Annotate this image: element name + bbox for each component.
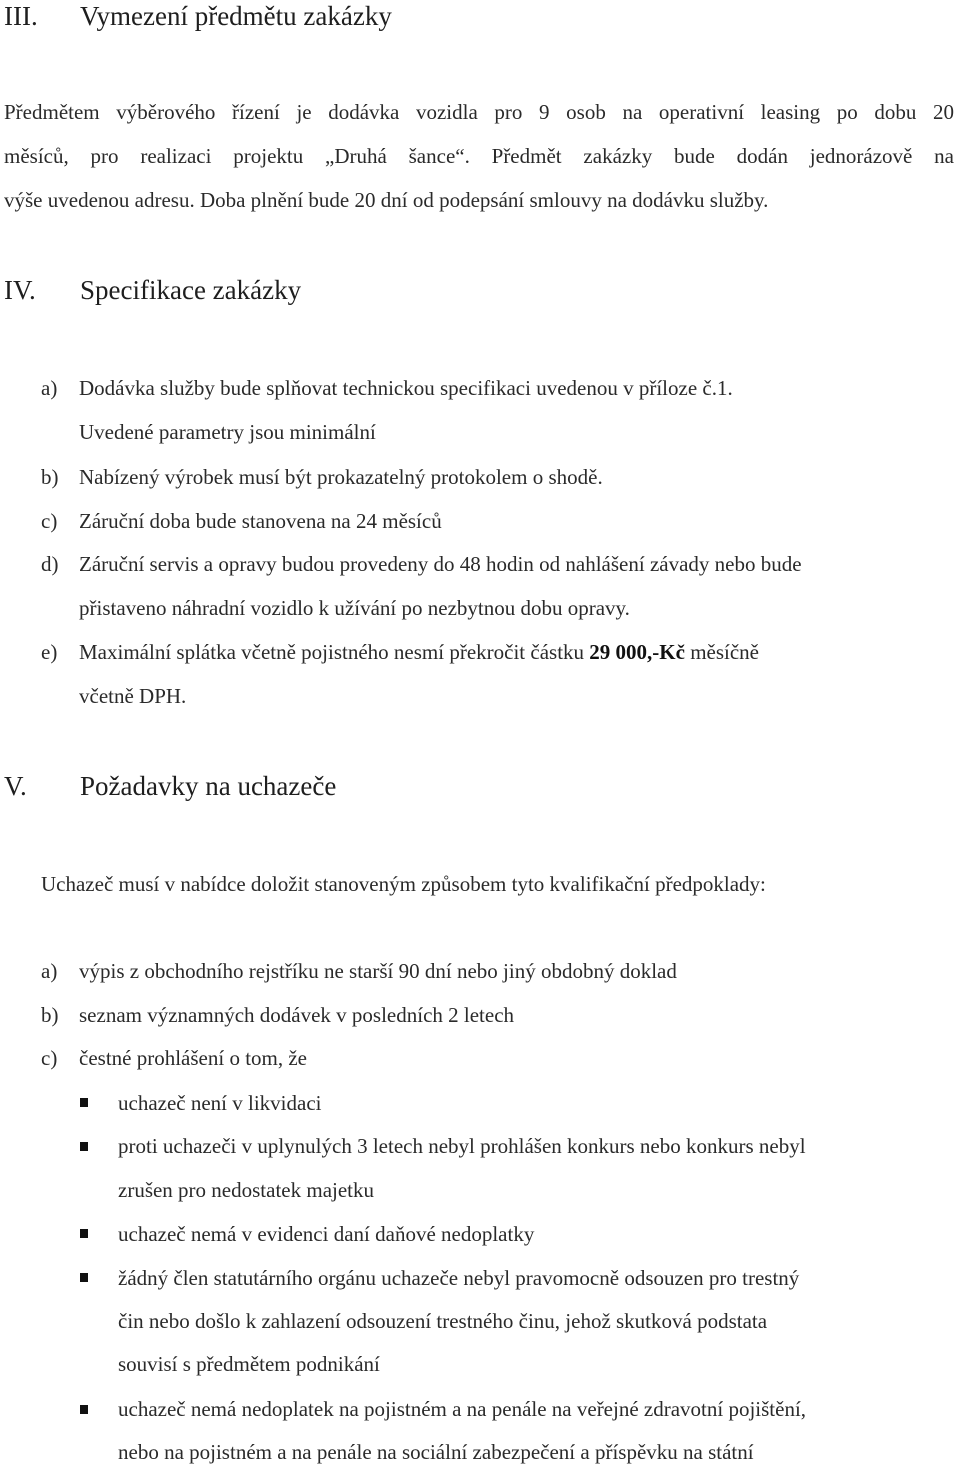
list-item-text: Záruční servis a opravy budou provedeny do 48 hodin od nahlášení závady nebo bude — [79, 552, 802, 576]
list-marker: a) — [41, 959, 58, 983]
section-3-heading — [4, 0, 392, 32]
paragraph-line: Předmětem výběrového řízení je dodávka vozidla pro 9 osob na operativní leasing po dobu 20 — [4, 100, 954, 124]
section-4-heading — [4, 274, 301, 306]
list-marker: d) — [41, 552, 59, 576]
list-marker: e) — [41, 640, 58, 664]
bullet-text-continuation: souvisí s předmětem podnikání — [118, 1352, 380, 1376]
square-bullet-icon — [80, 1273, 88, 1282]
section-4-number: IV. — [4, 275, 36, 305]
bullet-text: uchazeč nemá nedoplatek na pojistném a na penále na veřejné zdravotní pojištění, — [118, 1397, 807, 1421]
list-item-text: Záruční doba bude stanovena na 24 měsíců — [79, 509, 442, 533]
section-5-intro: Uchazeč musí v nabídce doložit stanoveným způsobem tyto kvalifikační předpoklady: — [41, 872, 766, 896]
section-5-heading — [4, 770, 336, 802]
list-marker: c) — [41, 1046, 58, 1070]
list-item-text: výpis z obchodního rejstříku ne starší 90 dní nebo jiný obdobný doklad — [79, 959, 677, 983]
square-bullet-icon — [80, 1229, 88, 1238]
list-item-text — [79, 630, 759, 674]
section-3-number: III. — [4, 1, 38, 31]
bullet-text-continuation: čin nebo došlo k zahlazení odsouzení trestného činu, jehož skutková podstata — [118, 1309, 768, 1333]
list-marker: a) — [41, 376, 58, 400]
bullet-text: uchazeč není v likvidaci — [118, 1091, 322, 1115]
section-4-title: Specifikace zakázky — [80, 275, 302, 305]
bullet-text: proti uchazeči v uplynulých 3 letech nebyl prohlášen konkurs nebo konkurs nebyl — [118, 1134, 806, 1158]
amount-bold: 29 000,-Kč — [589, 640, 685, 664]
list-item-text-part: Maximální splátka včetně pojistného nesmí překročit částku — [79, 640, 590, 664]
list-item-continuation: přistaveno náhradní vozidlo k užívání po nezbytnou dobu opravy. — [79, 596, 630, 620]
section-3-paragraph — [4, 90, 954, 222]
list-item-text: seznam významných dodávek v posledních 2 letech — [79, 1003, 515, 1027]
bullet-text-continuation: zrušen pro nedostatek majetku — [118, 1178, 374, 1202]
section-3-title: Vymezení předmětu zakázky — [80, 1, 392, 31]
list-marker: b) — [41, 465, 59, 489]
bullet-text: žádný člen statutárního orgánu uchazeče nebyl pravomocně odsouzen pro trestný — [118, 1266, 800, 1290]
section-5-number: V. — [4, 771, 27, 801]
square-bullet-icon — [80, 1405, 88, 1414]
bullet-text: uchazeč nemá v evidenci daní daňové nedoplatky — [118, 1222, 535, 1246]
list-item-text: čestné prohlášení o tom, že — [79, 1046, 308, 1070]
list-item-text: Nabízený výrobek musí být prokazatelný protokolem o shodě. — [79, 465, 603, 489]
square-bullet-icon — [80, 1098, 88, 1107]
section-5-title: Požadavky na uchazeče — [80, 771, 337, 801]
list-marker: c) — [41, 509, 58, 533]
list-marker: b) — [41, 1003, 59, 1027]
list-item-continuation: včetně DPH. — [79, 684, 187, 708]
list-item-continuation: Uvedené parametry jsou minimální — [79, 420, 376, 444]
list-item-text-part: měsíčně — [684, 640, 760, 664]
bullet-text-continuation: nebo na pojistném a na penále na sociální zabezpečení a příspěvku na státní — [118, 1440, 754, 1464]
list-item-text: Dodávka služby bude splňovat technickou specifikaci uvedenou v příloze č.1. — [79, 376, 733, 400]
square-bullet-icon — [80, 1142, 88, 1151]
paragraph-line: výše uvedenou adresu. Doba plnění bude 20 dní od podepsání smlouvy na dodávku služby. — [4, 188, 769, 212]
paragraph-line: měsíců, pro realizaci projektu „Druhá šance“. Předmět zakázky bude dodán jednorázově na — [4, 144, 954, 168]
